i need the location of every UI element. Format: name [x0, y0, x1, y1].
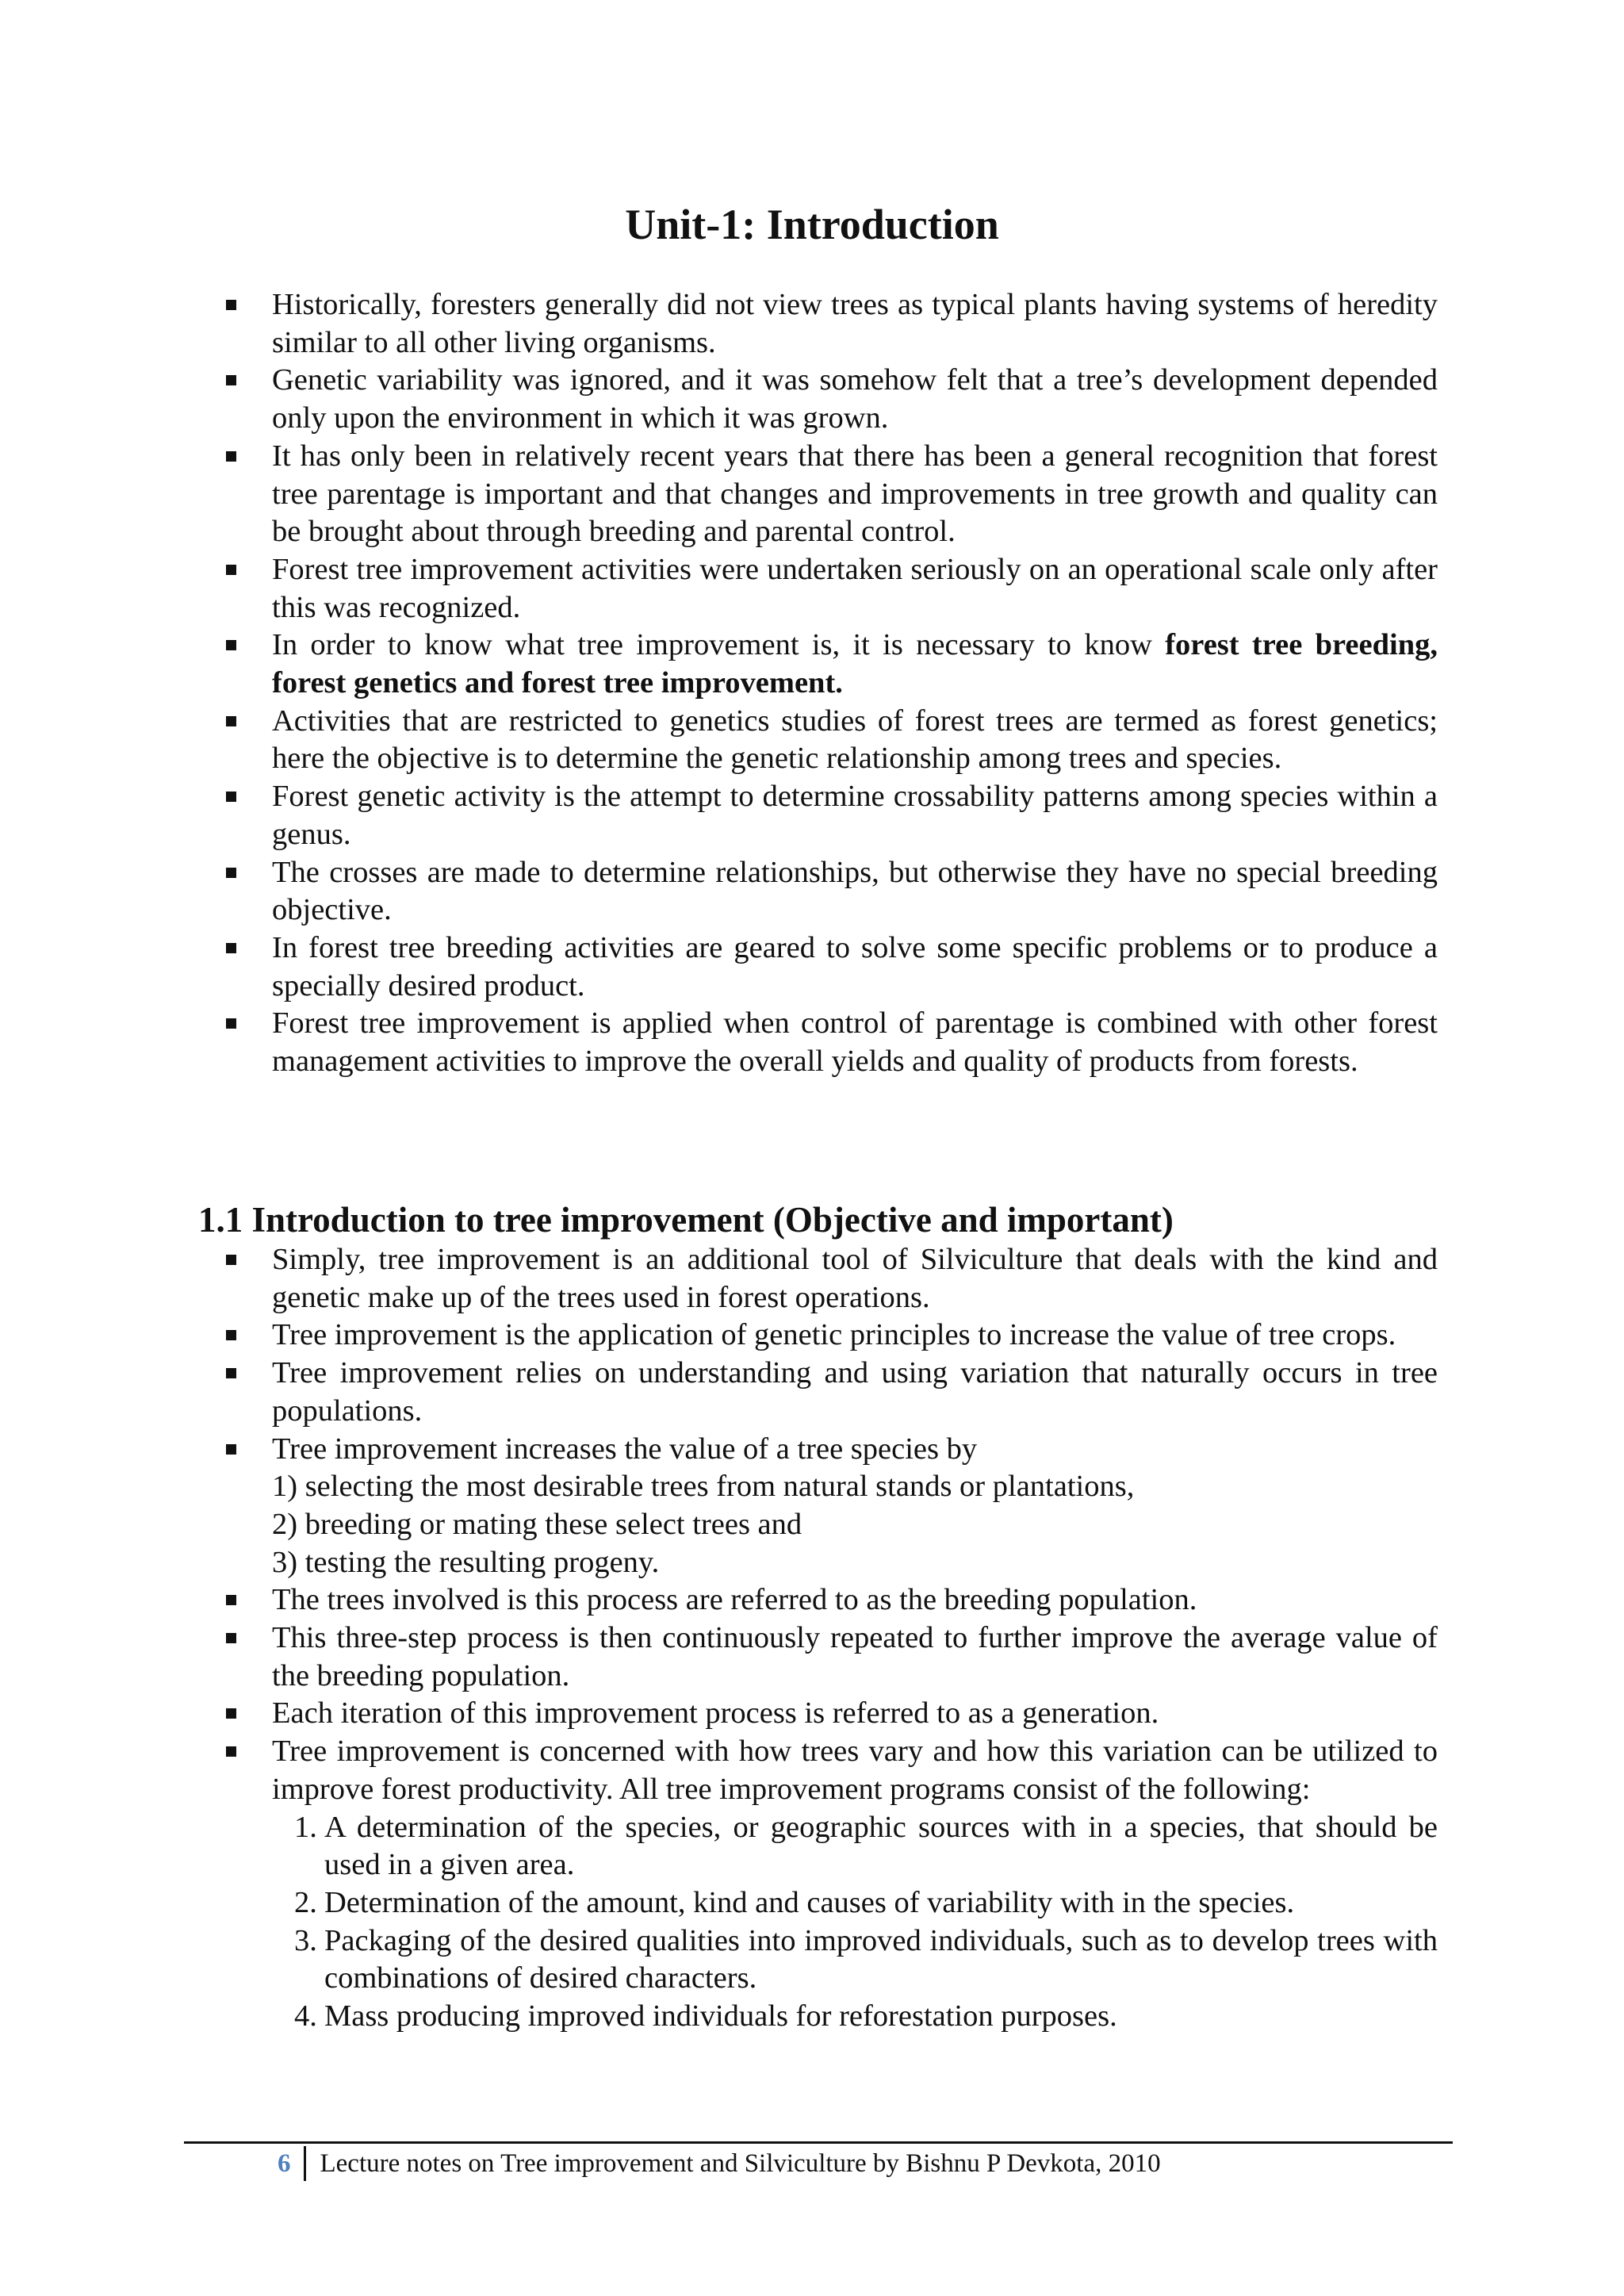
- list-item: Genetic variability was ignored, and it was somehow felt that a tree’s development depended only upon the environment in which it was grown.: [272, 362, 1438, 437]
- footer-text: Lecture notes on Tree improvement and Silviculture by Bishnu P Devkota, 2010: [320, 2149, 1161, 2178]
- footer-separator: [304, 2146, 306, 2181]
- list-item: Simply, tree improvement is an additional tool of Silviculture that deals with the kind and genetic make up of the trees used in forest operations.: [272, 1241, 1438, 1317]
- list-item: The crosses are made to determine relationships, but otherwise they have no special breeding objective.: [272, 854, 1438, 930]
- list-item: It has only been in relatively recent years that there has been a general recognition that forest tree parentage is important and that changes and improvements in tree growth and quality can be brought about through breeding and parental control.: [272, 438, 1438, 551]
- list-item: [272, 1733, 1438, 2036]
- list-item: Forest tree improvement is applied when control of parentage is combined with other forest management activities to improve the overall yields and quality of products from forests.: [272, 1005, 1438, 1080]
- list-item: This three-step process is then continuously repeated to further improve the average value of the breeding population.: [272, 1619, 1438, 1695]
- list-item: Activities that are restricted to genetics studies of forest trees are termed as forest genetics; here the objective is to determine the genetic relationship among trees and species.: [272, 703, 1438, 778]
- list-item: Tree improvement is the application of genetic principles to increase the value of tree crops.: [272, 1317, 1438, 1355]
- step-line: 2) breeding or mating these select trees and: [272, 1507, 802, 1541]
- list-item: [272, 1431, 1438, 1582]
- list-item: Historically, foresters generally did not view trees as typical plants having systems of heredity similar to all other living organisms.: [272, 286, 1438, 362]
- step-line: 1) selecting the most desirable trees from natural stands or plantations,: [272, 1470, 1135, 1504]
- list-item: Forest tree improvement activities were undertaken seriously on an operational scale only after this was recognized.: [272, 551, 1438, 627]
- page-footer: [278, 2146, 1161, 2181]
- program-item: 2. Determination of the amount, kind and causes of variability with in the species.: [294, 1885, 1295, 1919]
- footer-divider: [184, 2141, 1453, 2144]
- list-item: Forest genetic activity is the attempt to determine crossability patterns among species within a genus.: [272, 778, 1438, 853]
- program-item: 1. A determination of the species, or geographic sources with in a species, that should be used in a given area.: [294, 1810, 1438, 1882]
- program-intro: Tree improvement is concerned with how trees vary and how this variation can be utilized to improve forest productivity. All tree improvement programs consist of the following:: [272, 1734, 1438, 1806]
- list-item: Tree improvement relies on understanding and using variation that naturally occurs in tree populations.: [272, 1355, 1438, 1430]
- program-list: [272, 1809, 1438, 2036]
- intro-bullet-list: [272, 286, 1438, 1081]
- section-heading: 1.1 Introduction to tree improvement (Objective and important): [198, 1200, 1174, 1240]
- list-item: In order to know what tree improvement is, it is necessary to know forest tree breeding, forest genetics and forest tree improvement.: [272, 627, 1438, 702]
- list-item: The trees involved is this process are referred to as the breeding population.: [272, 1581, 1438, 1619]
- tree-improvement-bullet-list: [272, 1241, 1438, 2036]
- list-item: Each iteration of this improvement process is referred to as a generation.: [272, 1695, 1438, 1733]
- page-number: 6: [278, 2149, 291, 2178]
- bold-phrase: forest tree breeding, forest genetics and forest tree improvement.: [272, 628, 1438, 700]
- program-item: 3. Packaging of the desired qualities into improved individuals, such as to develop trees with combinations of desired characters.: [294, 1923, 1438, 1995]
- page-title: Unit-1: Introduction: [625, 201, 999, 248]
- program-item: 4. Mass producing improved individuals for reforestation purposes.: [294, 1999, 1117, 2033]
- steps-intro: Tree improvement increases the value of a tree species by: [272, 1432, 978, 1466]
- step-line: 3) testing the resulting progeny.: [272, 1545, 660, 1579]
- list-item: In forest tree breeding activities are geared to solve some specific problems or to produce a specially desired product.: [272, 930, 1438, 1005]
